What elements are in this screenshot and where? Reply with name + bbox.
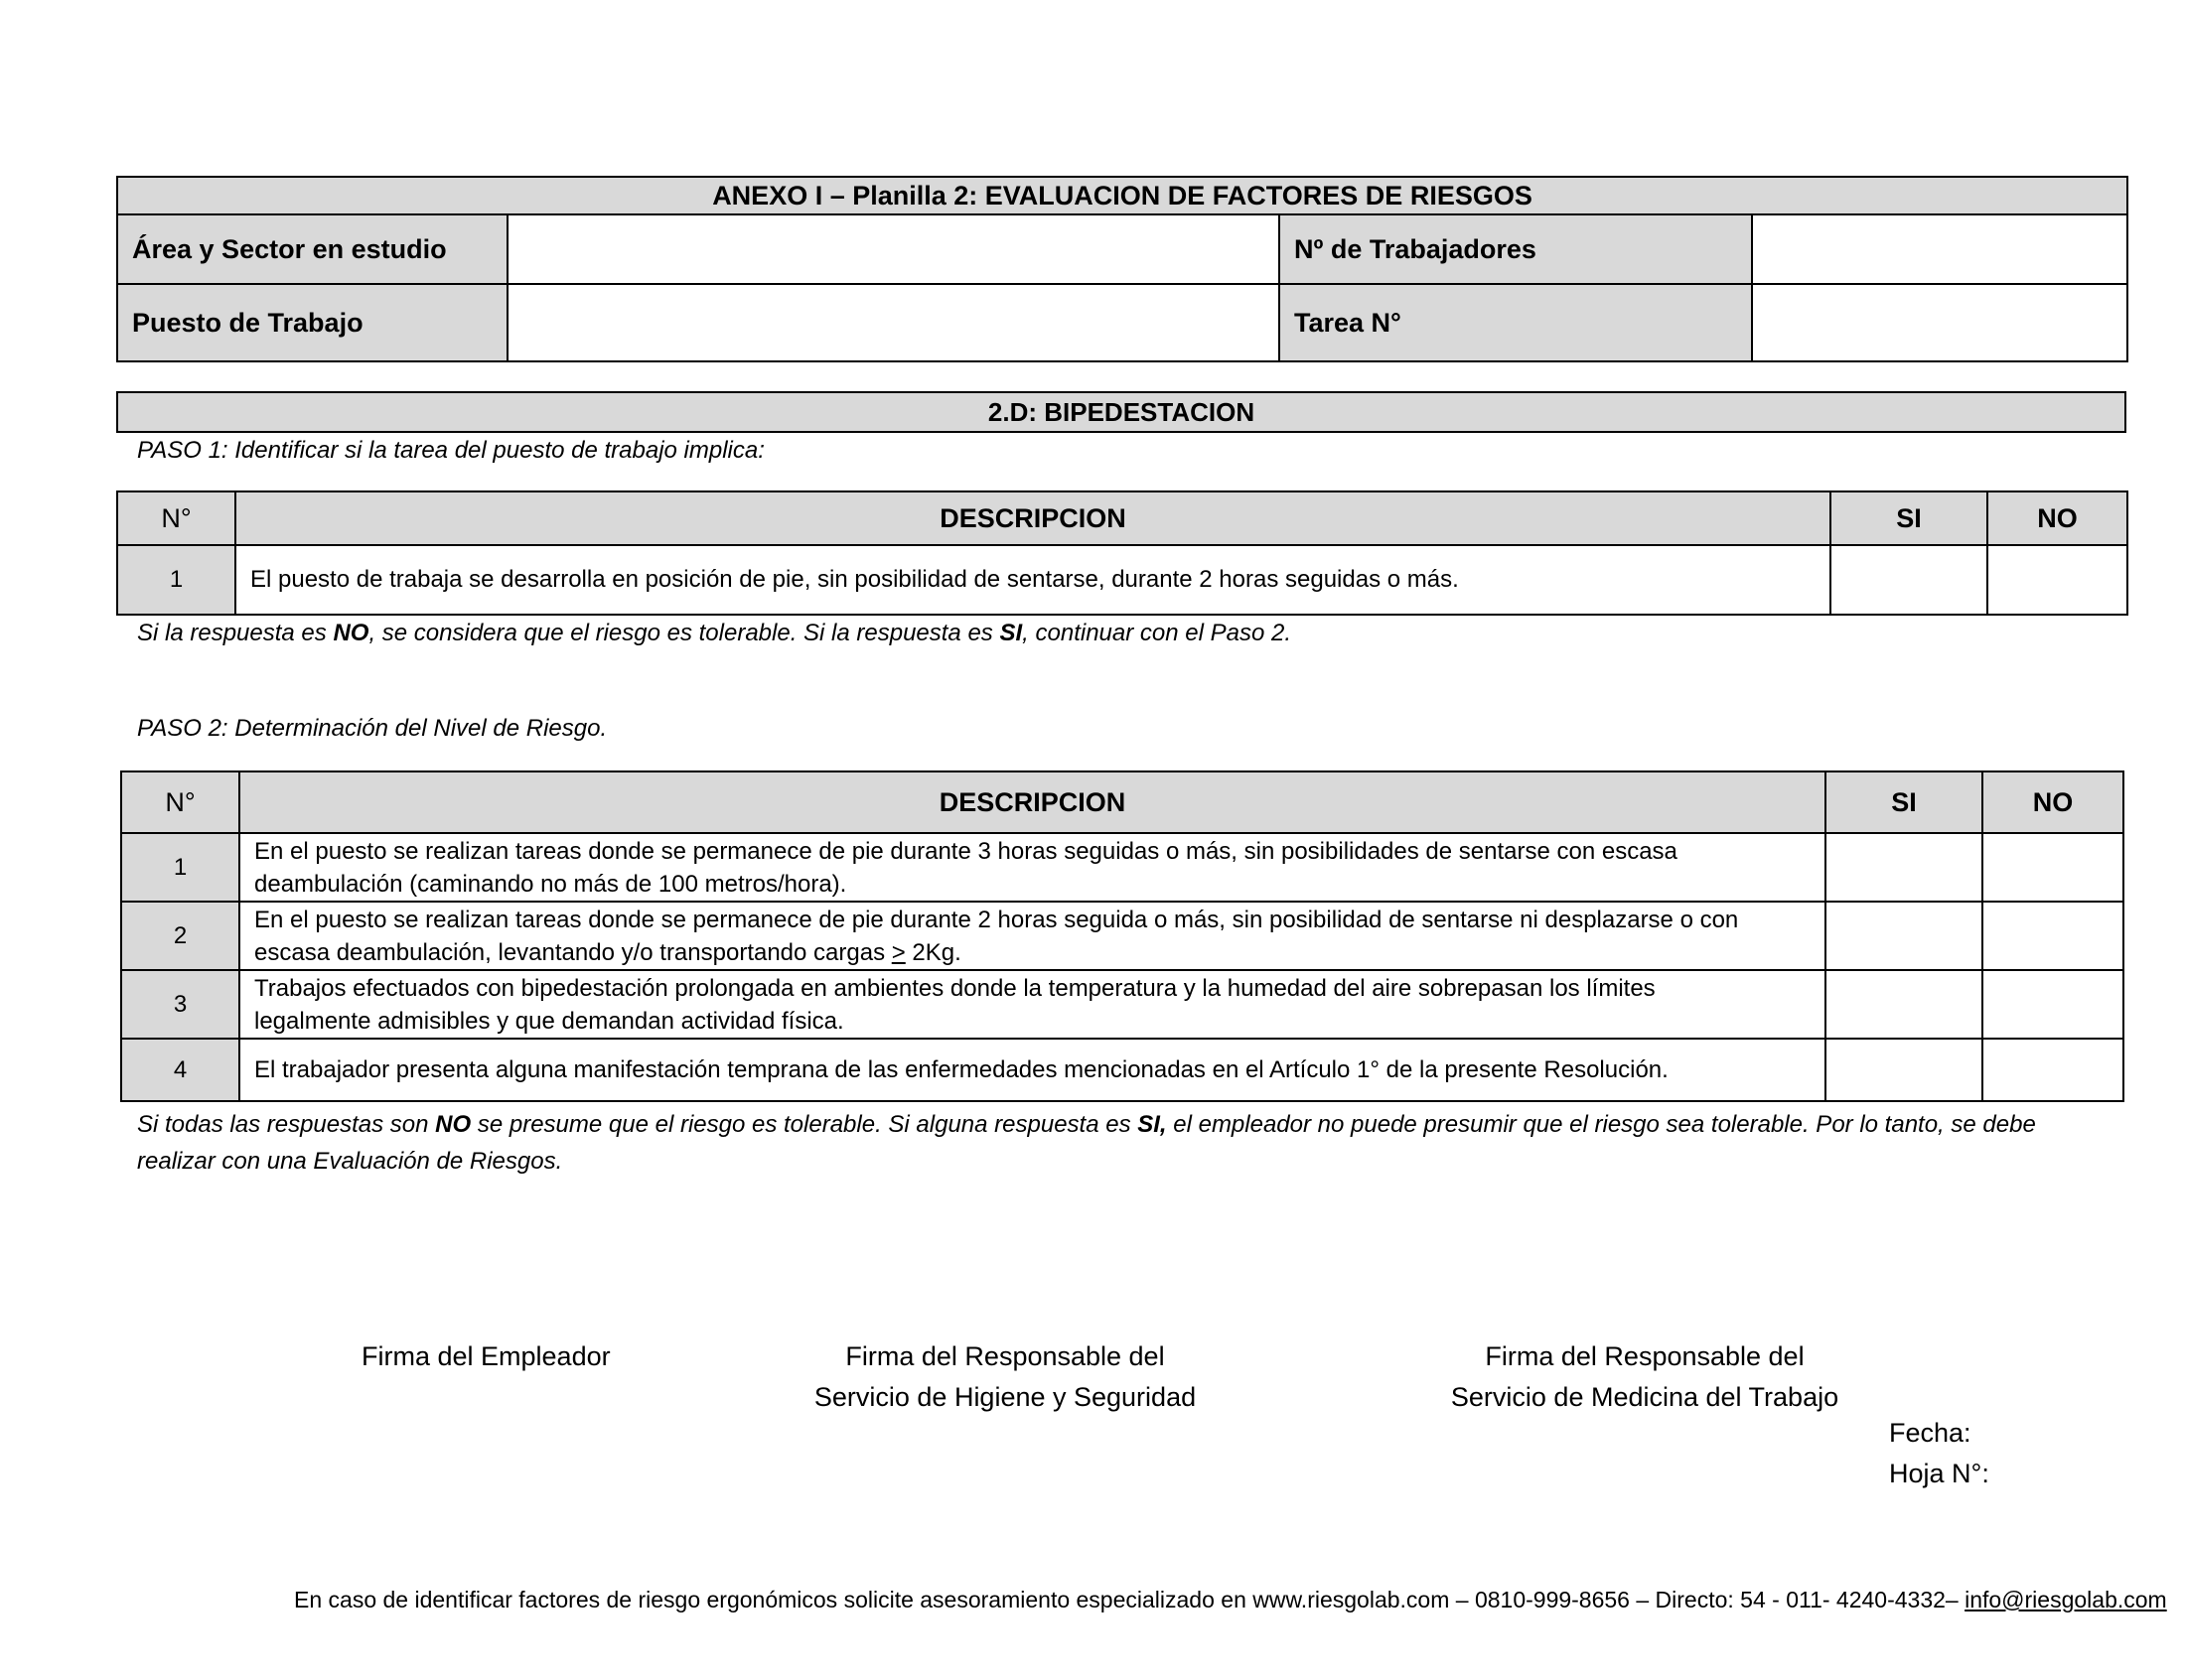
footer [294,1587,2167,1613]
no-checkbox-cell[interactable] [1987,545,2127,615]
employer-signature-label: Firma del Empleador [362,1341,611,1371]
workers-label: Nº de Trabajadores [1279,214,1752,284]
column-header-no: NO [1982,771,2123,833]
row-number: 2 [121,902,239,970]
workers-field[interactable] [1752,214,2127,284]
footer-text: En caso de identificar factores de riesgo ergonómicos solicite asesoramiento especializado en www.riesgolab.com – 0810-999-8656 – Directo: 54 - 011- 4240-4332– [294,1587,1966,1612]
step1-table [116,490,2128,616]
row-number: 3 [121,970,239,1039]
column-header-no: NO [1987,491,2127,545]
row-number: 4 [121,1039,239,1101]
row-description: El trabajador presenta alguna manifestación temprana de las enfermedades mencionadas en el Artículo 1° de la presente Resolución. [239,1039,1825,1101]
row-number: 1 [117,545,235,615]
row-description: El puesto de trabaja se desarrolla en posición de pie, sin posibilidad de sentarse, durante 2 horas seguidas o más. [235,545,1830,615]
si-checkbox-cell[interactable] [1825,1039,1982,1101]
step2-caption: PASO 2: Determinación del Nivel de Riesgo. [137,715,608,742]
no-checkbox-cell[interactable] [1982,1039,2123,1101]
hys-signature-label: Firma del Responsable del Servicio de Higiene y Seguridad [813,1341,1197,1412]
column-header-si: SI [1830,491,1987,545]
row-description: En el puesto se realizan tareas donde se permanece de pie durante 2 horas seguida o más, sin posibilidad de sentarse ni desplazarse o con escasa deambulación, levantando y/o transportando cargas > 2Kg. [239,902,1825,970]
table-row [121,833,2123,902]
si-checkbox-cell[interactable] [1825,833,1982,902]
medicine-signature-label: Firma del Responsable del Servicio de Medicina del Trabajo [1450,1341,1839,1412]
section-bar [116,391,2126,433]
si-checkbox-cell[interactable] [1825,970,1982,1039]
column-header-number: N° [117,491,235,545]
table-row [117,545,2127,615]
table-row [121,902,2123,970]
column-header-description: DESCRIPCION [239,771,1825,833]
column-header-si: SI [1825,771,1982,833]
table-header-row [121,771,2123,833]
table-row [121,1039,2123,1101]
no-checkbox-cell[interactable] [1982,833,2123,902]
date-label: Fecha: [1889,1418,1971,1448]
si-checkbox-cell[interactable] [1830,545,1987,615]
step1-note: Si la respuesta es NO, se considera que el riesgo es tolerable. Si la respuesta es SI, continuar con el Paso 2. [137,620,1291,646]
step1-caption: PASO 1: Identificar si la tarea del puesto de trabajo implica: [137,437,765,464]
table-row [121,970,2123,1039]
position-field[interactable] [508,284,1279,361]
area-field[interactable] [508,214,1279,284]
no-checkbox-cell[interactable] [1982,970,2123,1039]
si-checkbox-cell[interactable] [1825,902,1982,970]
step2-table [120,770,2124,1102]
step2-note: Si todas las respuestas son NO se presume que el riesgo es tolerable. Si alguna respuesta es SI, el empleador no puede presumir que el riesgo sea tolerable. Por lo tanto, se debe realizar con una Evaluación de Riesgos. [137,1111,2036,1175]
sheet-number-label: Hoja N°: [1889,1459,1989,1488]
header-table [116,176,2128,362]
no-checkbox-cell[interactable] [1982,902,2123,970]
area-label: Área y Sector en estudio [117,214,508,284]
task-label: Tarea N° [1279,284,1752,361]
form-title: ANEXO I – Planilla 2: EVALUACION DE FACTORES DE RIESGOS [117,177,2127,214]
task-field[interactable] [1752,284,2127,361]
table-header-row [117,491,2127,545]
email-link[interactable]: info@riesgolab.com [1965,1587,2167,1612]
column-header-number: N° [121,771,239,833]
row-description: Trabajos efectuados con bipedestación prolongada en ambientes donde la temperatura y la humedad del aire sobrepasan los límites legalmente admisibles y que demandan actividad física. [239,970,1825,1039]
column-header-description: DESCRIPCION [235,491,1830,545]
row-description: En el puesto se realizan tareas donde se permanece de pie durante 3 horas seguidas o más, sin posibilidades de sentarse con escasa deambulación (caminando no más de 100 metros/hora). [239,833,1825,902]
position-label: Puesto de Trabajo [117,284,508,361]
section-title: 2.D: BIPEDESTACION [117,392,2125,432]
row-number: 1 [121,833,239,902]
